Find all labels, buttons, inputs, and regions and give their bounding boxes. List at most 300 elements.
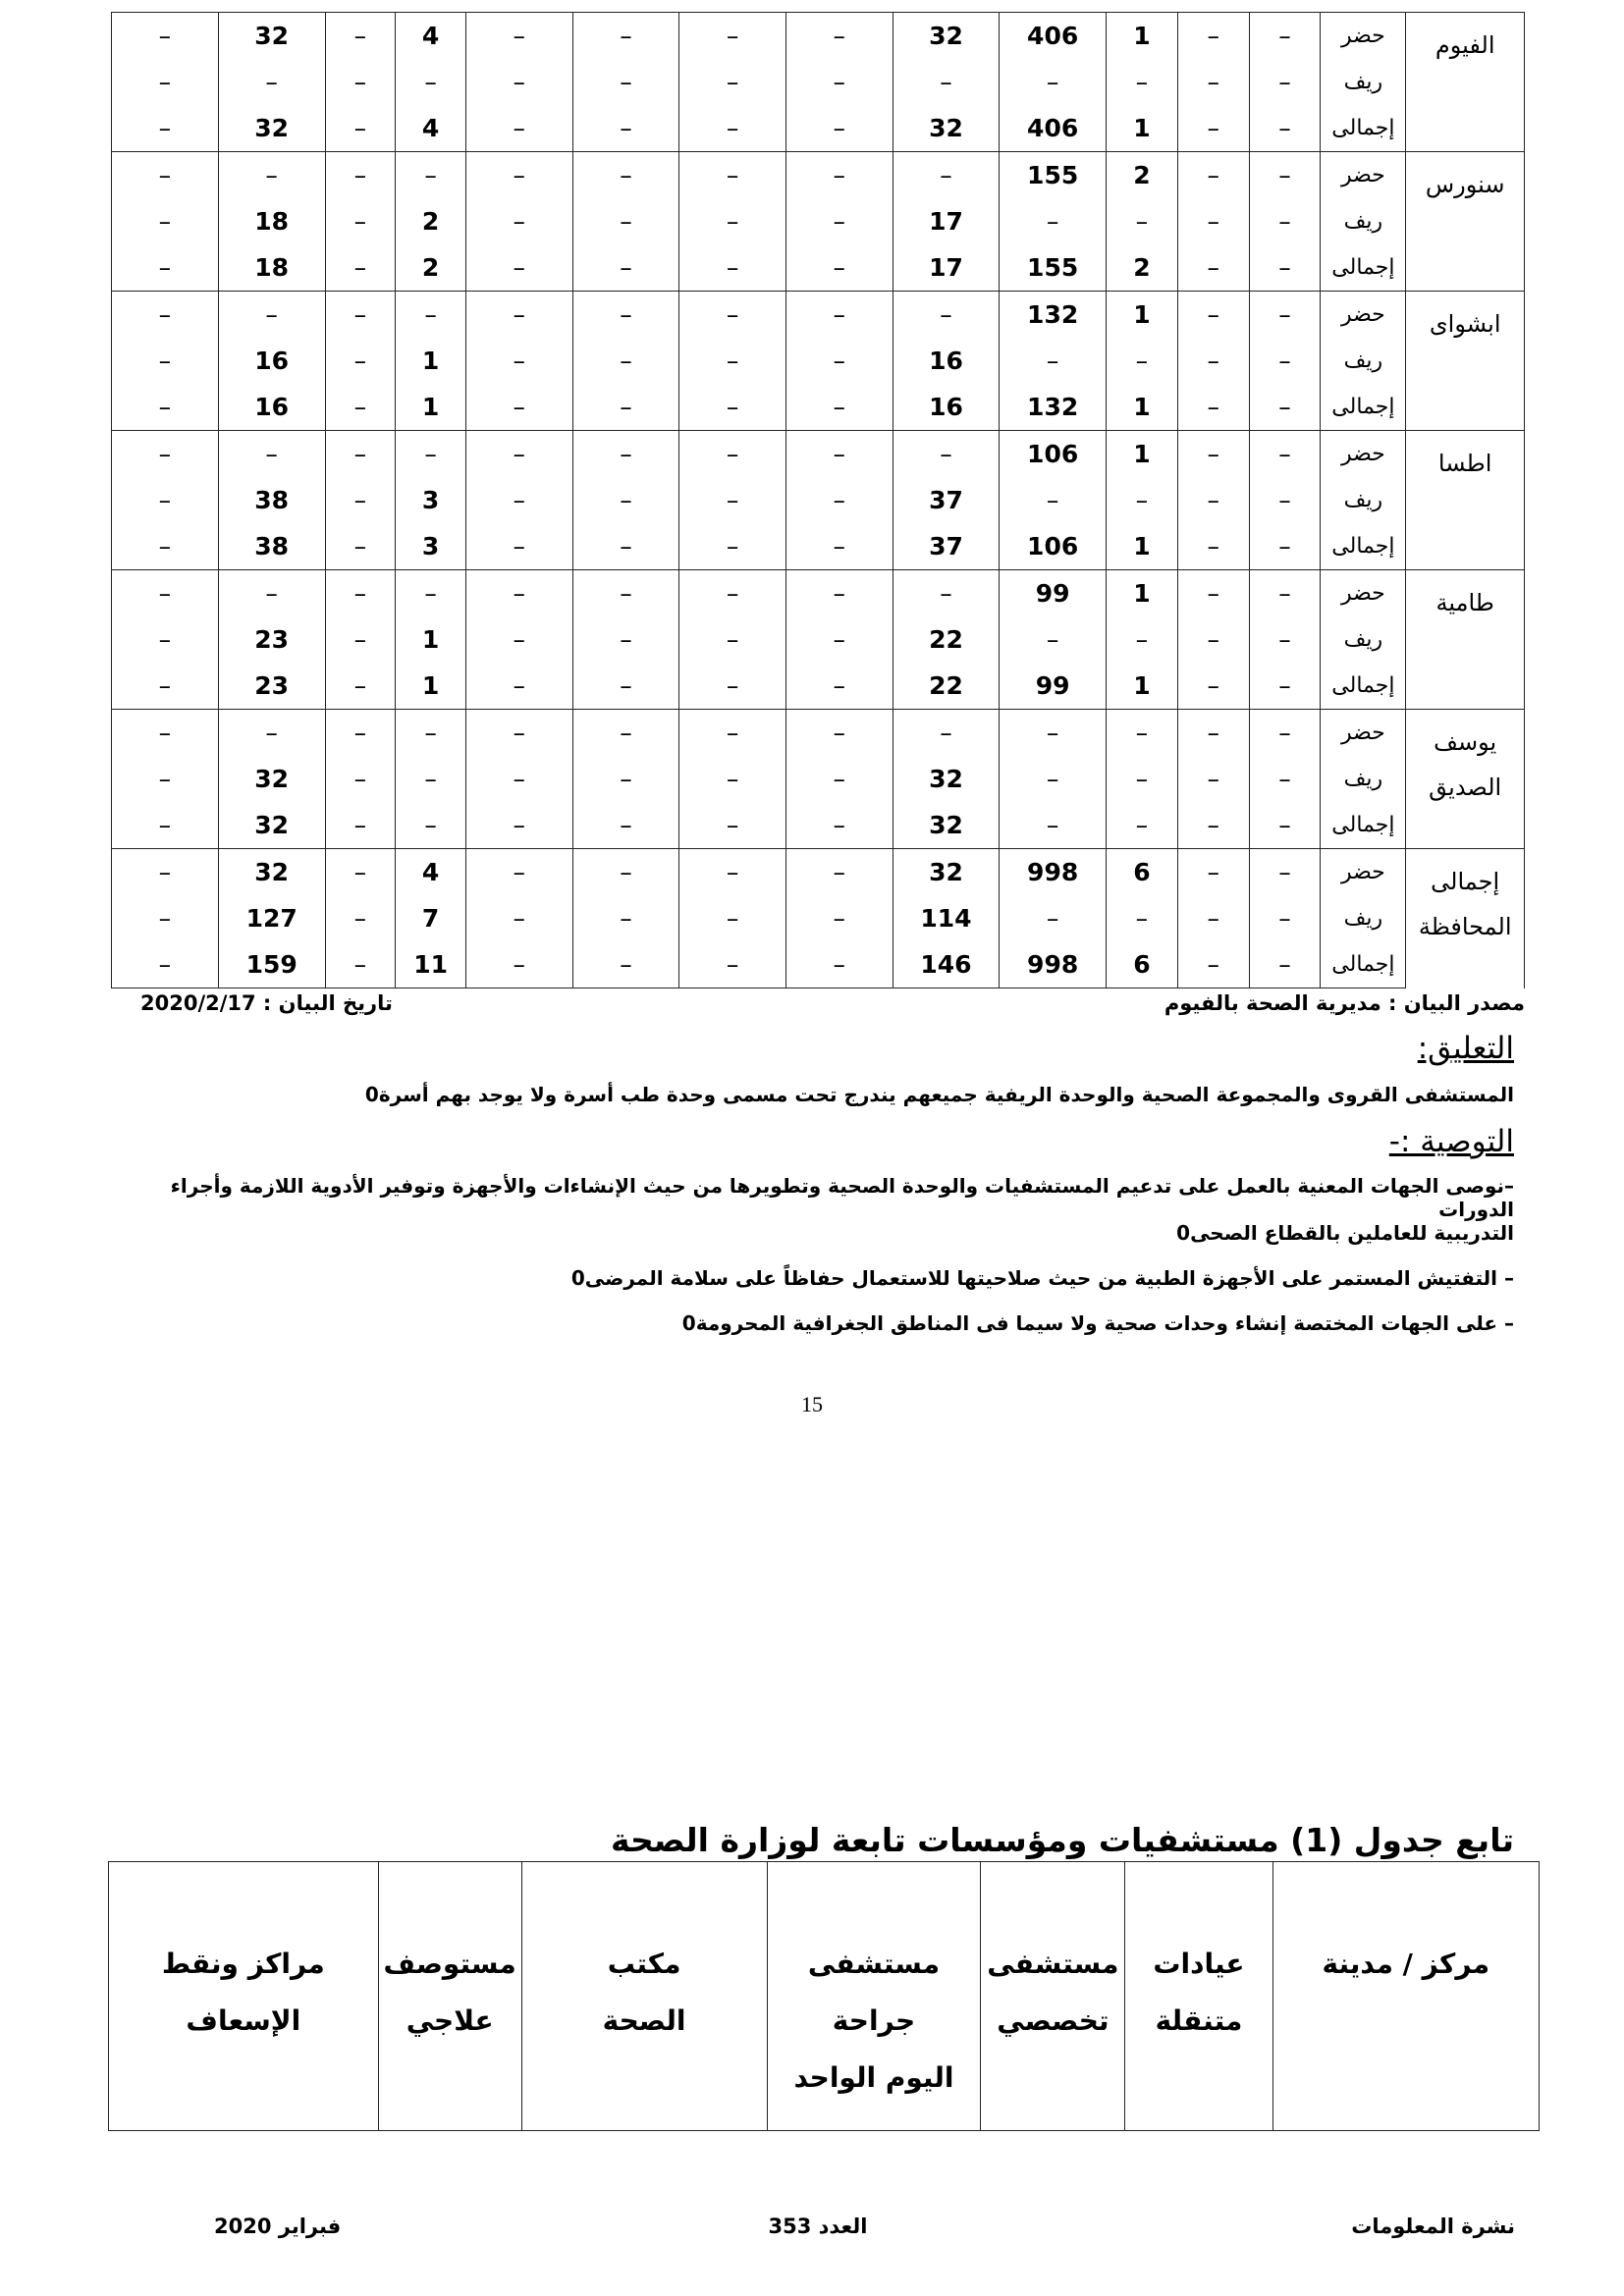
value-cell: 16 <box>218 338 325 384</box>
area-type-cell: إجمالى <box>1321 663 1406 710</box>
value-cell: – <box>465 570 572 617</box>
area-type-cell: إجمالى <box>1321 802 1406 849</box>
header-cell <box>981 1862 1125 2131</box>
value-cell: 1 <box>396 384 466 431</box>
value-cell: – <box>396 59 466 105</box>
value-cell: – <box>572 616 679 663</box>
value-cell: – <box>325 663 396 710</box>
area-type-cell: ريف <box>1321 895 1406 941</box>
value-cell: 1 <box>1106 292 1177 339</box>
value-cell: 6 <box>1106 941 1177 988</box>
value-cell: 1 <box>396 338 466 384</box>
value-cell: – <box>1000 338 1107 384</box>
recommendation-item: –نوصى الجهات المعنية بالعمل على تدعيم المستشفيات والوحدة الصحية وتطويرها من حيث الإنشاءات والأجهزة وتوفير الأدوية اللازمة وأجراء الدورات <box>170 1174 1514 1221</box>
region-cell: طامية <box>1406 570 1525 710</box>
value-cell: – <box>679 570 786 617</box>
value-cell: – <box>325 570 396 617</box>
footer-issue: العدد 353 <box>768 2215 868 2238</box>
region-cell: الفيوم <box>1406 13 1525 152</box>
region-cell: إجمالى المحافظة <box>1406 849 1525 988</box>
value-cell: – <box>679 152 786 199</box>
value-cell: 32 <box>893 105 1000 152</box>
value-cell: – <box>1177 292 1249 339</box>
footer-month: فبراير 2020 <box>214 2215 342 2238</box>
value-cell: – <box>218 59 325 105</box>
header-line: مكتب <box>607 1948 681 1980</box>
footer-publication: نشرة المعلومات <box>1351 2215 1515 2238</box>
value-cell: – <box>112 338 219 384</box>
value-cell: – <box>1249 384 1321 431</box>
value-cell: 1 <box>396 616 466 663</box>
value-cell: 18 <box>218 198 325 244</box>
value-cell: 2 <box>1106 244 1177 292</box>
value-cell: – <box>1249 244 1321 292</box>
value-cell: – <box>1249 802 1321 849</box>
table-row <box>112 477 1525 523</box>
value-cell: – <box>1106 756 1177 802</box>
value-cell: 23 <box>218 663 325 710</box>
value-cell: – <box>218 152 325 199</box>
value-cell: – <box>679 338 786 384</box>
value-cell: – <box>679 105 786 152</box>
value-cell: 11 <box>396 941 466 988</box>
area-type-cell: حضر <box>1321 292 1406 339</box>
value-cell: – <box>325 292 396 339</box>
region-cell: يوسف الصديق <box>1406 710 1525 849</box>
value-cell: – <box>325 105 396 152</box>
header-line: مراكز ونقط الإسعاف <box>161 1948 325 2037</box>
value-cell: – <box>785 802 893 849</box>
value-cell: – <box>893 59 1000 105</box>
value-cell: 16 <box>893 384 1000 431</box>
value-cell: – <box>679 616 786 663</box>
value-cell: 155 <box>1000 244 1107 292</box>
value-cell: – <box>1106 895 1177 941</box>
header-line: متنقلة <box>1155 2004 1243 2037</box>
value-cell: – <box>572 756 679 802</box>
value-cell: – <box>1177 198 1249 244</box>
value-cell: – <box>396 710 466 757</box>
value-cell: – <box>112 941 219 988</box>
value-cell: – <box>785 152 893 199</box>
table-row <box>112 849 1525 896</box>
value-cell: – <box>1177 802 1249 849</box>
table-row <box>112 152 1525 199</box>
value-cell: – <box>465 802 572 849</box>
value-cell: 17 <box>893 198 1000 244</box>
value-cell: – <box>325 616 396 663</box>
value-cell: – <box>1177 849 1249 896</box>
value-cell: – <box>1177 895 1249 941</box>
area-type-cell: ريف <box>1321 756 1406 802</box>
value-cell: – <box>785 941 893 988</box>
value-cell: – <box>1000 710 1107 757</box>
value-cell: – <box>465 523 572 570</box>
value-cell: – <box>112 244 219 292</box>
value-cell: – <box>112 663 219 710</box>
value-cell: – <box>785 59 893 105</box>
value-cell: – <box>572 59 679 105</box>
value-cell: – <box>572 152 679 199</box>
value-cell: – <box>325 895 396 941</box>
value-cell: – <box>396 756 466 802</box>
value-cell: – <box>679 663 786 710</box>
header-cell <box>521 1862 767 2131</box>
value-cell: 32 <box>218 756 325 802</box>
value-cell: 998 <box>1000 849 1107 896</box>
data-meta <box>111 991 1525 1031</box>
value-cell: – <box>396 570 466 617</box>
value-cell: – <box>112 477 219 523</box>
value-cell: – <box>1249 59 1321 105</box>
value-cell: – <box>1177 59 1249 105</box>
value-cell: – <box>1000 756 1107 802</box>
recommendation-heading: التوصية :- <box>1388 1124 1514 1159</box>
value-cell: 406 <box>1000 105 1107 152</box>
value-cell: – <box>325 198 396 244</box>
header-line: مستوصف <box>383 1948 516 1980</box>
value-cell: 32 <box>893 13 1000 60</box>
value-cell: – <box>1249 198 1321 244</box>
value-cell: – <box>1177 756 1249 802</box>
value-cell: – <box>679 244 786 292</box>
value-cell: – <box>112 616 219 663</box>
header-cell <box>1125 1862 1272 2131</box>
value-cell: – <box>572 802 679 849</box>
value-cell: – <box>1249 13 1321 60</box>
value-cell: – <box>1249 895 1321 941</box>
value-cell: – <box>1000 616 1107 663</box>
data-table <box>111 12 1525 988</box>
value-cell: 32 <box>893 756 1000 802</box>
value-cell: – <box>1249 570 1321 617</box>
value-cell: – <box>218 570 325 617</box>
value-cell: – <box>572 105 679 152</box>
value-cell: – <box>785 338 893 384</box>
value-cell: – <box>218 710 325 757</box>
table-row <box>112 198 1525 244</box>
value-cell: – <box>1249 477 1321 523</box>
table-row <box>112 13 1525 60</box>
value-cell: – <box>1000 895 1107 941</box>
value-cell: – <box>1249 663 1321 710</box>
value-cell: – <box>785 292 893 339</box>
value-cell: – <box>1249 616 1321 663</box>
comment-text: المستشفى القروى والمجموعة الصحية والوحدة الريفية جميعهم يندرج تحت مسمى وحدة طب أسرة ولا يوجد بهم أسرة0 <box>364 1083 1514 1106</box>
value-cell: – <box>785 198 893 244</box>
recommendation-item: – على الجهات المختصة إنشاء وحدات صحية ولا سيما فى المناطق الجغرافية المحرومة0 <box>681 1311 1514 1335</box>
value-cell: – <box>218 292 325 339</box>
value-cell: – <box>679 895 786 941</box>
area-type-cell: حضر <box>1321 13 1406 60</box>
continuation-table-title: تابع جدول (1) مستشفيات ومؤسسات تابعة لوزارة الصحة <box>610 1821 1514 1859</box>
value-cell: – <box>572 895 679 941</box>
table-row <box>112 802 1525 849</box>
value-cell: – <box>785 244 893 292</box>
area-type-cell: حضر <box>1321 849 1406 896</box>
header-line: مركز / مدينة <box>1322 1948 1490 1980</box>
value-cell: 32 <box>893 802 1000 849</box>
value-cell: – <box>325 244 396 292</box>
value-cell: 16 <box>893 338 1000 384</box>
table-row <box>112 710 1525 757</box>
value-cell: – <box>1177 616 1249 663</box>
table-row <box>112 616 1525 663</box>
value-cell: 406 <box>1000 13 1107 60</box>
value-cell: – <box>1177 710 1249 757</box>
value-cell: – <box>396 292 466 339</box>
value-cell: 3 <box>396 477 466 523</box>
table-row <box>112 663 1525 710</box>
value-cell: – <box>112 895 219 941</box>
value-cell: – <box>572 710 679 757</box>
recommendation-item: التدريبية للعاملين بالقطاع الصحى0 <box>1176 1221 1514 1245</box>
value-cell: – <box>465 59 572 105</box>
value-cell: – <box>679 431 786 478</box>
value-cell: – <box>893 152 1000 199</box>
value-cell: 32 <box>218 802 325 849</box>
value-cell: – <box>325 941 396 988</box>
value-cell: – <box>679 849 786 896</box>
value-cell: 159 <box>218 941 325 988</box>
value-cell: 1 <box>1106 663 1177 710</box>
value-cell: – <box>1106 477 1177 523</box>
value-cell: – <box>679 384 786 431</box>
value-cell: – <box>1177 105 1249 152</box>
data-date: تاريخ البيان : 2020/2/17 <box>140 991 393 1015</box>
value-cell: – <box>112 105 219 152</box>
table-row <box>112 895 1525 941</box>
value-cell: 1 <box>1106 570 1177 617</box>
value-cell: 22 <box>893 616 1000 663</box>
value-cell: – <box>785 616 893 663</box>
value-cell: – <box>1249 849 1321 896</box>
value-cell: – <box>1177 477 1249 523</box>
value-cell: 1 <box>1106 384 1177 431</box>
header-line: مستشفى جراحة <box>807 1948 941 2037</box>
value-cell: – <box>396 431 466 478</box>
value-cell: – <box>465 13 572 60</box>
value-cell: 132 <box>1000 384 1107 431</box>
value-cell: – <box>1106 198 1177 244</box>
value-cell: – <box>679 941 786 988</box>
value-cell: 132 <box>1000 292 1107 339</box>
value-cell: – <box>785 431 893 478</box>
table-row <box>112 570 1525 617</box>
table-row <box>112 59 1525 105</box>
value-cell: – <box>1000 477 1107 523</box>
value-cell: 2 <box>396 244 466 292</box>
value-cell: – <box>465 338 572 384</box>
page-footer <box>111 2215 1525 2254</box>
value-cell: – <box>572 849 679 896</box>
value-cell: – <box>465 292 572 339</box>
value-cell: 37 <box>893 477 1000 523</box>
value-cell: – <box>1177 523 1249 570</box>
area-type-cell: ريف <box>1321 616 1406 663</box>
value-cell: – <box>1249 292 1321 339</box>
value-cell: 106 <box>1000 431 1107 478</box>
value-cell: – <box>1177 338 1249 384</box>
value-cell: 1 <box>396 663 466 710</box>
value-cell: – <box>465 152 572 199</box>
value-cell: – <box>785 477 893 523</box>
value-cell: – <box>396 152 466 199</box>
value-cell: – <box>1177 663 1249 710</box>
value-cell: – <box>112 152 219 199</box>
value-cell: – <box>1177 570 1249 617</box>
header-cell <box>109 1862 379 2131</box>
value-cell: 127 <box>218 895 325 941</box>
value-cell: – <box>325 802 396 849</box>
value-cell: – <box>1177 941 1249 988</box>
value-cell: – <box>1106 802 1177 849</box>
region-cell: ابشواى <box>1406 292 1525 431</box>
value-cell: – <box>1177 431 1249 478</box>
value-cell: – <box>893 292 1000 339</box>
value-cell: – <box>112 292 219 339</box>
data-table-container <box>111 12 1525 988</box>
value-cell: – <box>1106 338 1177 384</box>
value-cell: 17 <box>893 244 1000 292</box>
value-cell: – <box>325 13 396 60</box>
area-type-cell: إجمالى <box>1321 105 1406 152</box>
value-cell: – <box>1249 338 1321 384</box>
area-type-cell: حضر <box>1321 710 1406 757</box>
area-type-cell: ريف <box>1321 198 1406 244</box>
value-cell: – <box>325 477 396 523</box>
value-cell: – <box>325 849 396 896</box>
value-cell: 146 <box>893 941 1000 988</box>
table-row <box>112 105 1525 152</box>
value-cell: 1 <box>1106 105 1177 152</box>
value-cell: – <box>1249 710 1321 757</box>
value-cell: – <box>785 895 893 941</box>
value-cell: – <box>572 338 679 384</box>
value-cell: – <box>112 710 219 757</box>
value-cell: – <box>325 59 396 105</box>
value-cell: 6 <box>1106 849 1177 896</box>
header-line: عيادات <box>1153 1948 1245 1980</box>
continuation-table-header <box>108 1861 1540 2131</box>
data-source: مصدر البيان : مديرية الصحة بالفيوم <box>1164 991 1525 1015</box>
value-cell: – <box>893 710 1000 757</box>
value-cell: – <box>465 895 572 941</box>
value-cell: 114 <box>893 895 1000 941</box>
value-cell: – <box>112 384 219 431</box>
value-cell: – <box>572 663 679 710</box>
value-cell: – <box>1177 244 1249 292</box>
value-cell: – <box>465 431 572 478</box>
value-cell: – <box>465 105 572 152</box>
value-cell: – <box>572 523 679 570</box>
value-cell: – <box>1000 59 1107 105</box>
area-type-cell: إجمالى <box>1321 523 1406 570</box>
table-row <box>112 384 1525 431</box>
table-row <box>112 523 1525 570</box>
value-cell: 38 <box>218 477 325 523</box>
value-cell: 38 <box>218 523 325 570</box>
value-cell: 16 <box>218 384 325 431</box>
value-cell: 2 <box>396 198 466 244</box>
value-cell: 32 <box>218 105 325 152</box>
value-cell: – <box>112 13 219 60</box>
value-cell: – <box>465 756 572 802</box>
value-cell: 1 <box>1106 13 1177 60</box>
value-cell: – <box>465 663 572 710</box>
value-cell: – <box>465 616 572 663</box>
value-cell: – <box>325 384 396 431</box>
value-cell: 37 <box>893 523 1000 570</box>
value-cell: – <box>785 570 893 617</box>
value-cell: – <box>679 477 786 523</box>
value-cell: – <box>679 198 786 244</box>
value-cell: 4 <box>396 105 466 152</box>
value-cell: – <box>1106 616 1177 663</box>
value-cell: – <box>572 477 679 523</box>
value-cell: 32 <box>218 13 325 60</box>
value-cell: – <box>465 384 572 431</box>
value-cell: – <box>1106 59 1177 105</box>
value-cell: 106 <box>1000 523 1107 570</box>
area-type-cell: حضر <box>1321 431 1406 478</box>
value-cell: – <box>465 244 572 292</box>
area-type-cell: حضر <box>1321 570 1406 617</box>
value-cell: – <box>785 384 893 431</box>
value-cell: – <box>785 756 893 802</box>
value-cell: – <box>465 198 572 244</box>
header-cell <box>1272 1862 1539 2131</box>
table-row <box>112 756 1525 802</box>
table-row <box>112 338 1525 384</box>
value-cell: – <box>325 431 396 478</box>
value-cell: – <box>572 431 679 478</box>
area-type-cell: ريف <box>1321 338 1406 384</box>
value-cell: – <box>1249 941 1321 988</box>
value-cell: – <box>679 292 786 339</box>
value-cell: – <box>893 570 1000 617</box>
value-cell: – <box>572 198 679 244</box>
value-cell: – <box>572 292 679 339</box>
header-cell <box>378 1862 521 2131</box>
value-cell: – <box>112 523 219 570</box>
area-type-cell: ريف <box>1321 477 1406 523</box>
value-cell: – <box>112 59 219 105</box>
value-cell: – <box>1249 152 1321 199</box>
area-type-cell: إجمالى <box>1321 941 1406 988</box>
value-cell: – <box>785 663 893 710</box>
value-cell: – <box>572 570 679 617</box>
table-row <box>112 292 1525 339</box>
value-cell: 99 <box>1000 663 1107 710</box>
value-cell: – <box>785 710 893 757</box>
value-cell: 99 <box>1000 570 1107 617</box>
value-cell: – <box>325 710 396 757</box>
value-cell: – <box>112 802 219 849</box>
value-cell: 32 <box>893 849 1000 896</box>
header-line: تخصصي <box>997 2004 1110 2037</box>
value-cell: – <box>218 431 325 478</box>
value-cell: 23 <box>218 616 325 663</box>
header-cell <box>767 1862 981 2131</box>
value-cell: – <box>572 13 679 60</box>
table-row <box>112 941 1525 988</box>
value-cell: – <box>1106 710 1177 757</box>
value-cell: – <box>465 849 572 896</box>
value-cell: – <box>679 13 786 60</box>
value-cell: – <box>679 756 786 802</box>
value-cell: – <box>1000 198 1107 244</box>
